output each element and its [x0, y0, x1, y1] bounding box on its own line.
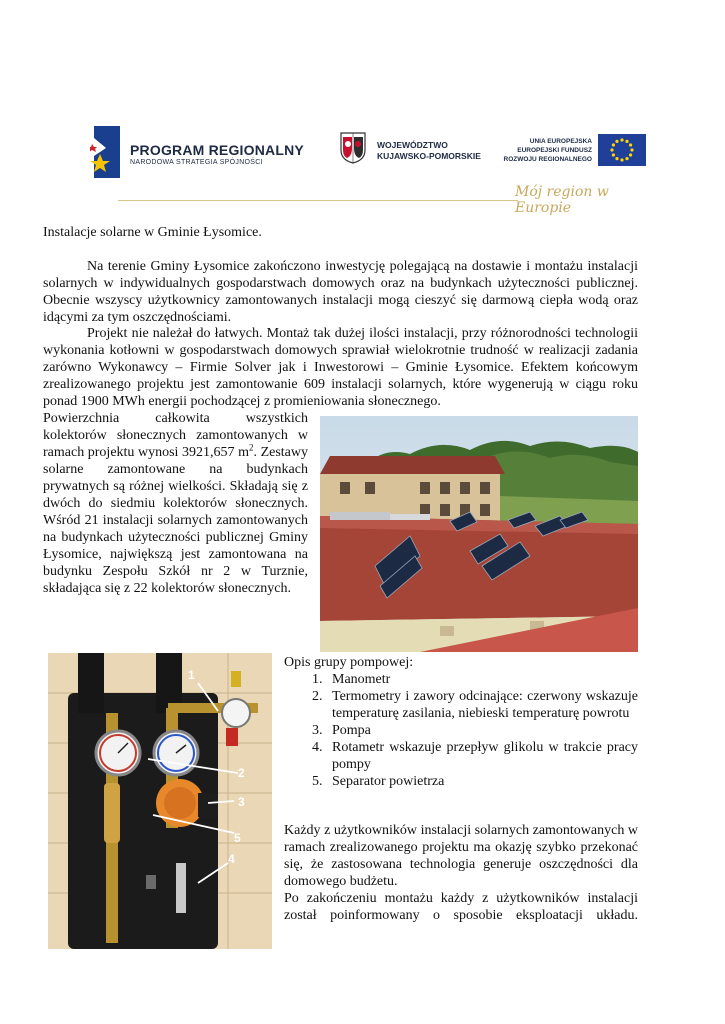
paragraph-3-text-a: Powierzchnia całkowita wszystkich kolektorów słonecznych zamontowanych w ramach projektu wynosi 3921,657 m — [43, 411, 308, 460]
callout-2: 2 — [238, 766, 245, 780]
eu-line3: ROZWOJU REGIONALNEGO — [503, 156, 592, 163]
paragraph-2: Projekt nie należał do łatwych. Montaż tak dużej ilości instalacji, przy różnorodności technologii wykonania kotłowni w gospodarstwach domowych sprawiał wielokrotnie trudność w realizacji zadania zarówno Wykonawcy – Firmie Solver jak i Inwestorowi – Gminie Łysomice. Efektem końcowym zrealizowanego projektu jest zamontowanie 609 instalacji solarnych, które wygenerują w ciągu roku ponad 1900 MWh energii pochodzącej z promieniowania słonecznego. — [43, 326, 638, 409]
legend-item: 1. Manometr — [326, 671, 638, 688]
legend-item: 2. Termometry i zawory odcinające: czerwony wskazuje temperaturę zasilania, niebieski temperaturę powrotu — [326, 688, 638, 722]
region-name-line2: KUJAWSKO-POMORSKIE — [377, 151, 481, 161]
callout-3: 3 — [238, 795, 245, 809]
eu-line1: UNIA EUROPEJSKA — [529, 138, 592, 145]
legend-item: 5. Separator powietrza — [326, 773, 638, 790]
region-name-line1: WOJEWÓDZTWO — [377, 140, 448, 150]
program-title: PROGRAM REGIONALNY — [130, 142, 304, 158]
paragraph-3 — [43, 410, 308, 597]
pump-group-photo — [48, 653, 272, 949]
paragraph-5: Po zakończeniu montażu każdy z użytkowników instalacji został poinformowany o sposobie eksploatacji układu. — [284, 891, 638, 923]
rooftop-solar-photo — [320, 416, 638, 652]
legend-title: Opis grupy pompowej: — [284, 655, 414, 670]
legend-item: 3. Pompa — [326, 722, 638, 739]
header — [90, 124, 650, 214]
program-subtitle: NARODOWA STRATEGIA SPÓJNOŚCI — [130, 159, 263, 166]
legend-item: 4. Rotametr wskazuje przepływ glikolu w trakcie pracy pompy — [326, 739, 638, 773]
paragraph-4: Każdy z użytkowników instalacji solarnych zamontowanych w ramach zrealizowanego projektu ma okazję szybko przekonać się, że zastosowana technologia generuje oszczędności dla domowego budżetu. — [284, 823, 638, 889]
legend-list — [284, 671, 638, 790]
document-title: Instalacje solarne w Gminie Łysomice. — [43, 225, 262, 240]
paragraph-3-text-b: . Zestawy solarne zamontowane na budynkach prywatnych są różnej wielkości. Składają się z dwóch do siedmiu kolektorów słonecznych. Wśród 21 instalacji solarnych zamontowanych na budynkach użyteczności publicznej Gminy Łysomice, największą jest zamontowana na budynku Zespołu Szkół nr 2 w Turznie, składająca się z 22 kolektorów słonecznych. — [43, 445, 309, 596]
eu-line2: EUROPEJSKI FUNDUSZ — [517, 147, 592, 154]
eu-flag-icon — [598, 134, 646, 166]
legend-block — [284, 654, 638, 790]
paragraph-1: Na terenie Gminy Łysomice zakończono inwestycję polegającą na dostawie i montażu instalacji solarnych w indywidualnych gospodarstwach domowych oraz na budynkach użyteczności publicznej. Obecnie wszyscy użytkownicy zamontowanych instalacji mogą cieszyć się darmową ciepła wodą oraz idącymi za tym oszczędnościami. — [43, 259, 638, 325]
header-rule — [118, 200, 518, 201]
callout-4: 4 — [228, 852, 235, 866]
region-coat-of-arms — [340, 132, 366, 164]
motto-signature: Mój region w Europie — [515, 184, 609, 216]
callout-1: 1 — [188, 668, 195, 682]
callout-5: 5 — [234, 831, 241, 845]
superscript-2: 2 — [249, 442, 254, 453]
program-star-logo — [90, 126, 122, 178]
